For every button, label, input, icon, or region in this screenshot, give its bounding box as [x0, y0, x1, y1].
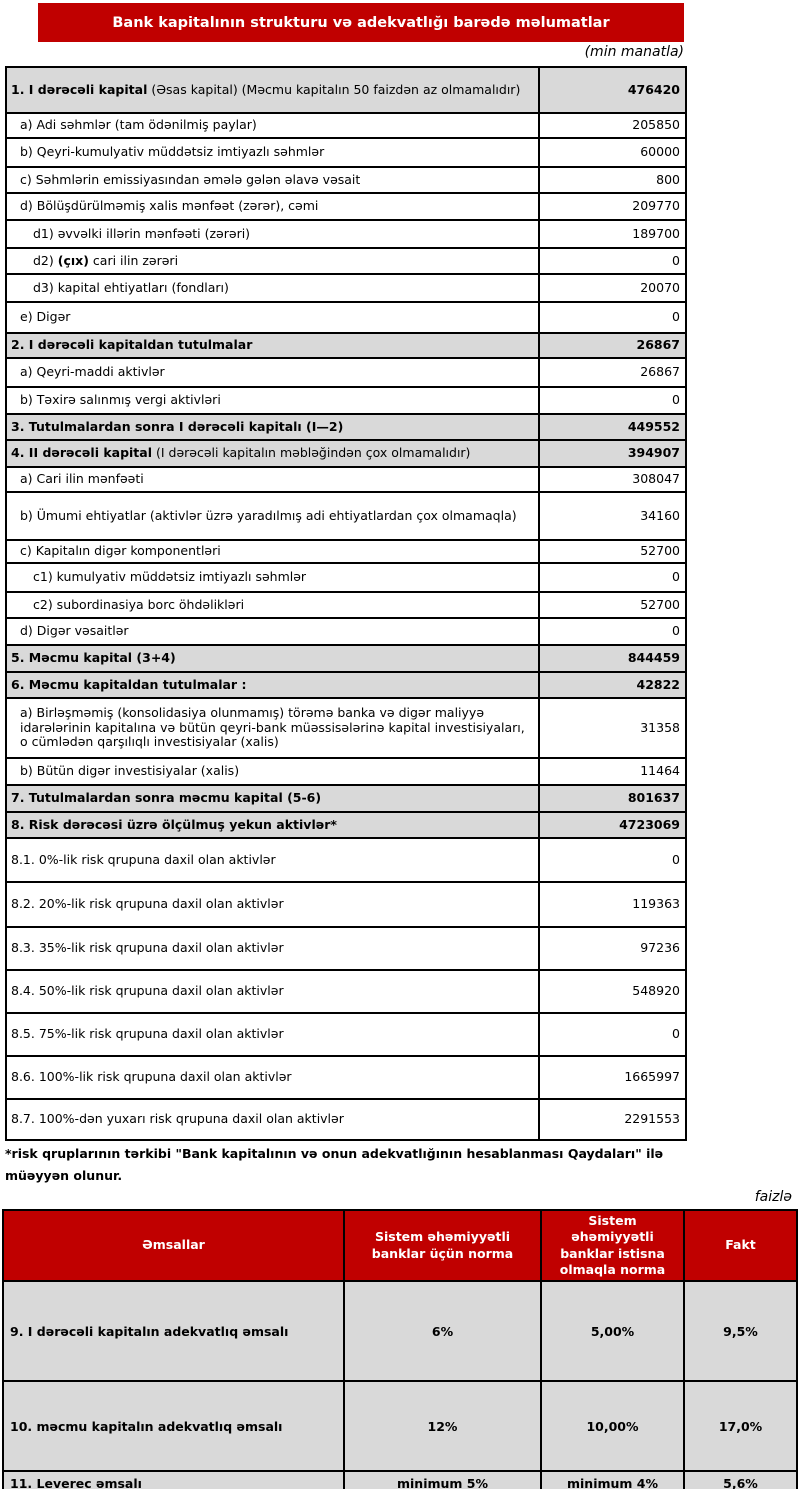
row-label — [6, 358, 539, 387]
table-row — [6, 492, 686, 540]
table-row — [6, 387, 686, 414]
row-label-text: d3) kapital ehtiyatları (fondları) — [33, 279, 229, 295]
row-label-text: 8.4. 50%-lik risk qrupuna daxil olan aktivlər — [11, 983, 284, 999]
row-label — [6, 927, 539, 970]
table-row — [3, 1471, 797, 1489]
table-row — [6, 540, 686, 563]
row-value: 476420 — [539, 67, 686, 113]
unit-note-percent: faizlə — [754, 1189, 792, 1205]
row-label-text: b) Bütün digər investisiyalar (xalis) — [20, 763, 240, 779]
ratio-label-cell: 10. məcmu kapitalın adekvatlıq əmsalı — [3, 1381, 344, 1471]
row-label-text: 5. Məcmu kapital (3+4) — [11, 650, 176, 666]
row-label-text: 8.1. 0%-lik risk qrupuna daxil olan aktivlər — [11, 851, 276, 867]
table-row — [6, 113, 686, 138]
ratio-table — [2, 1209, 798, 1489]
row-label-text: (çıx) — [57, 252, 89, 268]
row-value: 0 — [539, 563, 686, 592]
table-row — [6, 358, 686, 387]
row-label — [6, 167, 539, 193]
row-label — [6, 387, 539, 414]
row-label-text: d1) əvvəlki illərin mənfəəti (zərəri) — [33, 225, 251, 241]
row-label-text: d2) — [33, 252, 58, 268]
row-value: 189700 — [539, 220, 686, 248]
ratio-label-cell: 11. Leverec əmsalı — [3, 1471, 344, 1489]
table-row — [3, 1381, 797, 1471]
norm-exempt-cell: 5,00% — [541, 1281, 684, 1381]
column-header-emsallar: Əmsallar — [3, 1210, 344, 1281]
footnote: *risk qruplarının tərkibi "Bank kapitalının və onun adekvatlığının hesablanması Qaydaları" ilə müəyyən olunur. — [5, 1146, 664, 1183]
capital-table — [5, 66, 687, 1141]
row-label — [6, 333, 539, 358]
row-label — [6, 882, 539, 927]
row-value: 20070 — [539, 274, 686, 302]
fact-cell: 17,0% — [684, 1381, 797, 1471]
row-value: 0 — [539, 248, 686, 274]
table-row — [6, 672, 686, 698]
row-value: 26867 — [539, 333, 686, 358]
row-value: 0 — [539, 1013, 686, 1056]
row-value: 548920 — [539, 970, 686, 1013]
fact-cell: 9,5% — [684, 1281, 797, 1381]
norm-systemic-cell: 6% — [344, 1281, 541, 1381]
row-label-text: 8.6. 100%-lik risk qrupuna daxil olan aktivlər — [11, 1069, 292, 1085]
table-row — [6, 274, 686, 302]
row-label — [6, 812, 539, 838]
row-label-text: e) Digər — [20, 309, 71, 325]
table-row — [6, 785, 686, 812]
row-label-text: c) Kapitalın digər komponentləri — [20, 543, 221, 559]
table-row — [6, 645, 686, 672]
row-label-text: b) Təxirə salınmış vergi aktivləri — [20, 392, 221, 408]
row-label-text: c) Səhmlərin emissiyasından əmələ gələn əlavə vəsait — [20, 171, 361, 187]
row-label-text: 8. Risk dərəcəsi üzrə ölçülmuş yekun aktivlər* — [11, 816, 337, 832]
row-label-text: 1. I dərəcəli kapital — [11, 81, 148, 97]
ratio-header-row — [3, 1210, 797, 1281]
row-label — [6, 1013, 539, 1056]
row-label-text: d) Bölüşdürülməmiş xalis mənfəət (zərər), cəmi — [20, 198, 319, 214]
column-header-norm-exempt: Sistem əhəmiyyətli banklar istisna olmaqla norma — [541, 1210, 684, 1281]
row-label-text: a) Birləşməmiş (konsolidasiya olunmamış) törəmə banka və digər maliyyə idarələrinin kapitalına və bütün qeyri-bank müəssisələrinə kapital investisiyaları, o cümlədən qarşılıqlı investisiyalar (xalis) — [20, 704, 525, 750]
row-label — [6, 1056, 539, 1099]
row-value: 0 — [539, 618, 686, 645]
page-title: Bank kapitalının strukturu və adekvatlığı barədə məlumatlar — [38, 3, 684, 42]
column-header-fact: Fakt — [684, 1210, 797, 1281]
row-label — [6, 220, 539, 248]
row-label — [6, 248, 539, 274]
row-value: 31358 — [539, 698, 686, 758]
norm-exempt-cell: minimum 4% — [541, 1471, 684, 1489]
row-label — [6, 193, 539, 220]
row-label — [6, 785, 539, 812]
row-label-text: 6. Məcmu kapitaldan tutulmalar : — [11, 676, 247, 692]
row-label — [6, 645, 539, 672]
row-label-text: a) Qeyri-maddi aktivlər — [20, 364, 165, 380]
row-label-text: 8.7. 100%-dən yuxarı risk qrupuna daxil olan aktivlər — [11, 1111, 344, 1127]
row-label — [6, 274, 539, 302]
row-label-text: (I dərəcəli kapitalın məbləğindən çox olmamalıdır) — [152, 445, 471, 461]
table-row — [3, 1281, 797, 1381]
row-label — [6, 758, 539, 785]
row-value: 801637 — [539, 785, 686, 812]
row-label — [6, 440, 539, 467]
row-value: 449552 — [539, 414, 686, 440]
row-value: 42822 — [539, 672, 686, 698]
table-row — [6, 927, 686, 970]
table-row — [6, 193, 686, 220]
row-value: 844459 — [539, 645, 686, 672]
table-row — [6, 1056, 686, 1099]
table-row — [6, 838, 686, 882]
row-label-text: 8.2. 20%-lik risk qrupuna daxil olan aktivlər — [11, 896, 284, 912]
row-value: 2291553 — [539, 1099, 686, 1140]
row-label — [6, 302, 539, 333]
row-label-text: cari ilin zərəri — [88, 252, 179, 268]
row-value: 52700 — [539, 540, 686, 563]
row-value: 1665997 — [539, 1056, 686, 1099]
row-label — [6, 618, 539, 645]
row-value: 0 — [539, 838, 686, 882]
table-row — [6, 302, 686, 333]
row-label-text: 3. Tutulmalardan sonra I dərəcəli kapitalı (I—2) — [11, 418, 344, 434]
row-value: 308047 — [539, 467, 686, 492]
row-value: 800 — [539, 167, 686, 193]
row-value: 205850 — [539, 113, 686, 138]
row-label-text: d) Digər vəsaitlər — [20, 623, 129, 639]
row-value: 394907 — [539, 440, 686, 467]
table-row — [6, 882, 686, 927]
row-label — [6, 467, 539, 492]
norm-systemic-cell: 12% — [344, 1381, 541, 1471]
table-row — [6, 592, 686, 618]
row-label — [6, 67, 539, 113]
row-label-text: b) Ümumi ehtiyatlar (aktivlər üzrə yaradılmış adi ehtiyatlardan çox olmamaqla) — [20, 507, 517, 523]
table-row — [6, 440, 686, 467]
row-label-text: a) Adi səhmlər (tam ödənilmiş paylar) — [20, 117, 257, 133]
row-label-text: a) Cari ilin mənfəəti — [20, 471, 144, 487]
row-label — [6, 113, 539, 138]
row-label-text: 8.3. 35%-lik risk qrupuna daxil olan aktivlər — [11, 940, 284, 956]
table-row — [6, 138, 686, 167]
row-label — [6, 970, 539, 1013]
row-label-text: (Əsas kapital) (Məcmu kapitalın 50 faizdən az olmamalıdır) — [147, 81, 521, 97]
row-label — [6, 592, 539, 618]
table-row — [6, 67, 686, 113]
row-label — [6, 1099, 539, 1140]
row-label — [6, 492, 539, 540]
ratio-table-body — [3, 1281, 797, 1489]
row-value: 119363 — [539, 882, 686, 927]
norm-exempt-cell: 10,00% — [541, 1381, 684, 1471]
row-value: 26867 — [539, 358, 686, 387]
row-label-text: 7. Tutulmalardan sonra məcmu kapital (5-6) — [11, 790, 322, 806]
table-row — [6, 248, 686, 274]
table-row — [6, 563, 686, 592]
table-row — [6, 414, 686, 440]
table-row — [6, 220, 686, 248]
row-label-text: c1) kumulyativ müddətsiz imtiyazlı səhmlər — [33, 569, 307, 585]
fact-cell: 5,6% — [684, 1471, 797, 1489]
row-label — [6, 698, 539, 758]
table-row — [6, 333, 686, 358]
row-label-text: b) Qeyri-kumulyativ müddətsiz imtiyazlı səhmlər — [20, 144, 325, 160]
row-value: 0 — [539, 302, 686, 333]
row-value: 60000 — [539, 138, 686, 167]
table-row — [6, 618, 686, 645]
row-value: 11464 — [539, 758, 686, 785]
table-row — [6, 970, 686, 1013]
capital-table-body — [6, 67, 686, 1140]
unit-note-min-manat: (min manatla) — [584, 44, 684, 60]
row-value: 209770 — [539, 193, 686, 220]
row-label-text: 2. I dərəcəli kapitaldan tutulmalar — [11, 337, 253, 353]
table-row — [6, 1013, 686, 1056]
row-label — [6, 672, 539, 698]
row-value: 97236 — [539, 927, 686, 970]
table-row — [6, 698, 686, 758]
row-value: 4723069 — [539, 812, 686, 838]
row-label-text: 8.5. 75%-lik risk qrupuna daxil olan aktivlər — [11, 1026, 284, 1042]
table-row — [6, 812, 686, 838]
table-row — [6, 167, 686, 193]
column-header-norm-systemic: Sistem əhəmiyyətli banklar üçün norma — [344, 1210, 541, 1281]
row-label-text: 4. II dərəcəli kapital — [11, 445, 153, 461]
row-value: 0 — [539, 387, 686, 414]
norm-systemic-cell: minimum 5% — [344, 1471, 541, 1489]
row-value: 34160 — [539, 492, 686, 540]
row-label — [6, 138, 539, 167]
ratio-label-cell: 9. I dərəcəli kapitalın adekvatlıq əmsalı — [3, 1281, 344, 1381]
row-label — [6, 540, 539, 563]
table-row — [6, 1099, 686, 1140]
row-label-text: c2) subordinasiya borc öhdəlikləri — [33, 596, 245, 612]
row-label — [6, 414, 539, 440]
row-value: 52700 — [539, 592, 686, 618]
row-label — [6, 563, 539, 592]
row-label — [6, 838, 539, 882]
table-row — [6, 467, 686, 492]
table-row — [6, 758, 686, 785]
